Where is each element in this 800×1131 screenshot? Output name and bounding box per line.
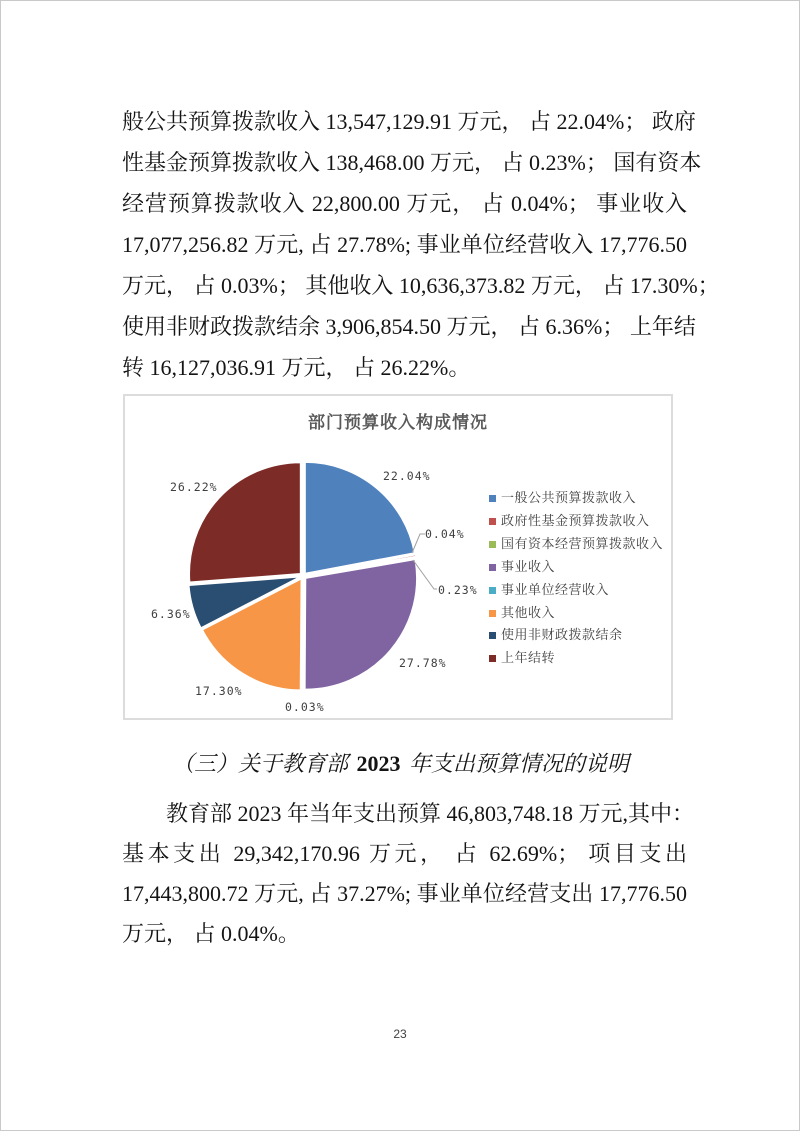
legend-label: 事业单位经营收入 (501, 581, 610, 597)
text-line: 使用非财政拨款结余 3,906,854.50 万元， 占 6.36%； 上年结 (122, 314, 696, 339)
text-line: 教育部 2023 年当年支出预算 46,803,748.18 万元,其中： (166, 801, 695, 826)
legend-label: 政府性基金预算拨款收入 (501, 512, 650, 528)
pie-slice (302, 580, 303, 691)
text-line: 经营预算拨款收入 22,800.00 万元， 占 0.04%； 事业收入 (122, 191, 687, 216)
expenditure-paragraph (122, 794, 695, 954)
income-paragraph (122, 101, 720, 388)
text-line: 17,077,256.82 万元, 占 27.78%; 事业单位经营收入 17,776.50 (122, 232, 687, 257)
legend-label: 事业收入 (501, 558, 556, 574)
text-line: 基本支出 29,342,170.96 万元， 占 62.69%； 项目支出 (122, 841, 687, 866)
text-line: 性基金预算拨款收入 138,468.00 万元， 占 0.23%； 国有资本 (122, 150, 702, 175)
text-line: 万元， 占 0.03%； 其他收入 10,636,373.82 万元， 占 17.30%； (122, 273, 720, 298)
legend-label: 其他收入 (501, 604, 556, 620)
slice-label: 22.04% (383, 469, 431, 483)
page-number: 23 (393, 1027, 407, 1041)
heading-suffix: 年支出预算情况的说明 (403, 751, 630, 776)
heading-year: 2023 (356, 751, 401, 776)
slice-label: 0.04% (425, 527, 465, 541)
heading-prefix: （三）关于教育部 (172, 751, 354, 776)
slice-label: 6.36% (151, 607, 191, 621)
slice-label: 0.23% (438, 583, 478, 597)
text-line: 转 16,127,036.91 万元， 占 26.22%。 (122, 355, 471, 380)
legend-label: 上年结转 (501, 650, 556, 666)
legend-label: 一般公共预算拨款收入 (501, 490, 637, 505)
section-heading (122, 749, 687, 779)
chart-title: 部门预算收入构成情况 (308, 413, 488, 432)
legend-label: 使用非财政拨款结余 (501, 627, 623, 643)
legend-label: 国有资本经营预算拨款收入 (501, 535, 664, 551)
slice-label: 0.03% (285, 700, 325, 714)
slice-label: 27.78% (399, 656, 447, 670)
slice-label: 17.30% (195, 684, 243, 698)
income-pie-chart (123, 394, 673, 720)
text-line: 17,443,800.72 万元, 占 37.27%; 事业单位经营支出 17,776.50 (122, 881, 687, 906)
slice-label: 26.22% (170, 480, 218, 494)
pie-graphic (125, 396, 671, 718)
text-line: 万元， 占 0.04%。 (122, 921, 300, 946)
text-line: 般公共预算拨款收入 13,547,129.91 万元， 占 22.04%； 政府 (122, 109, 696, 134)
